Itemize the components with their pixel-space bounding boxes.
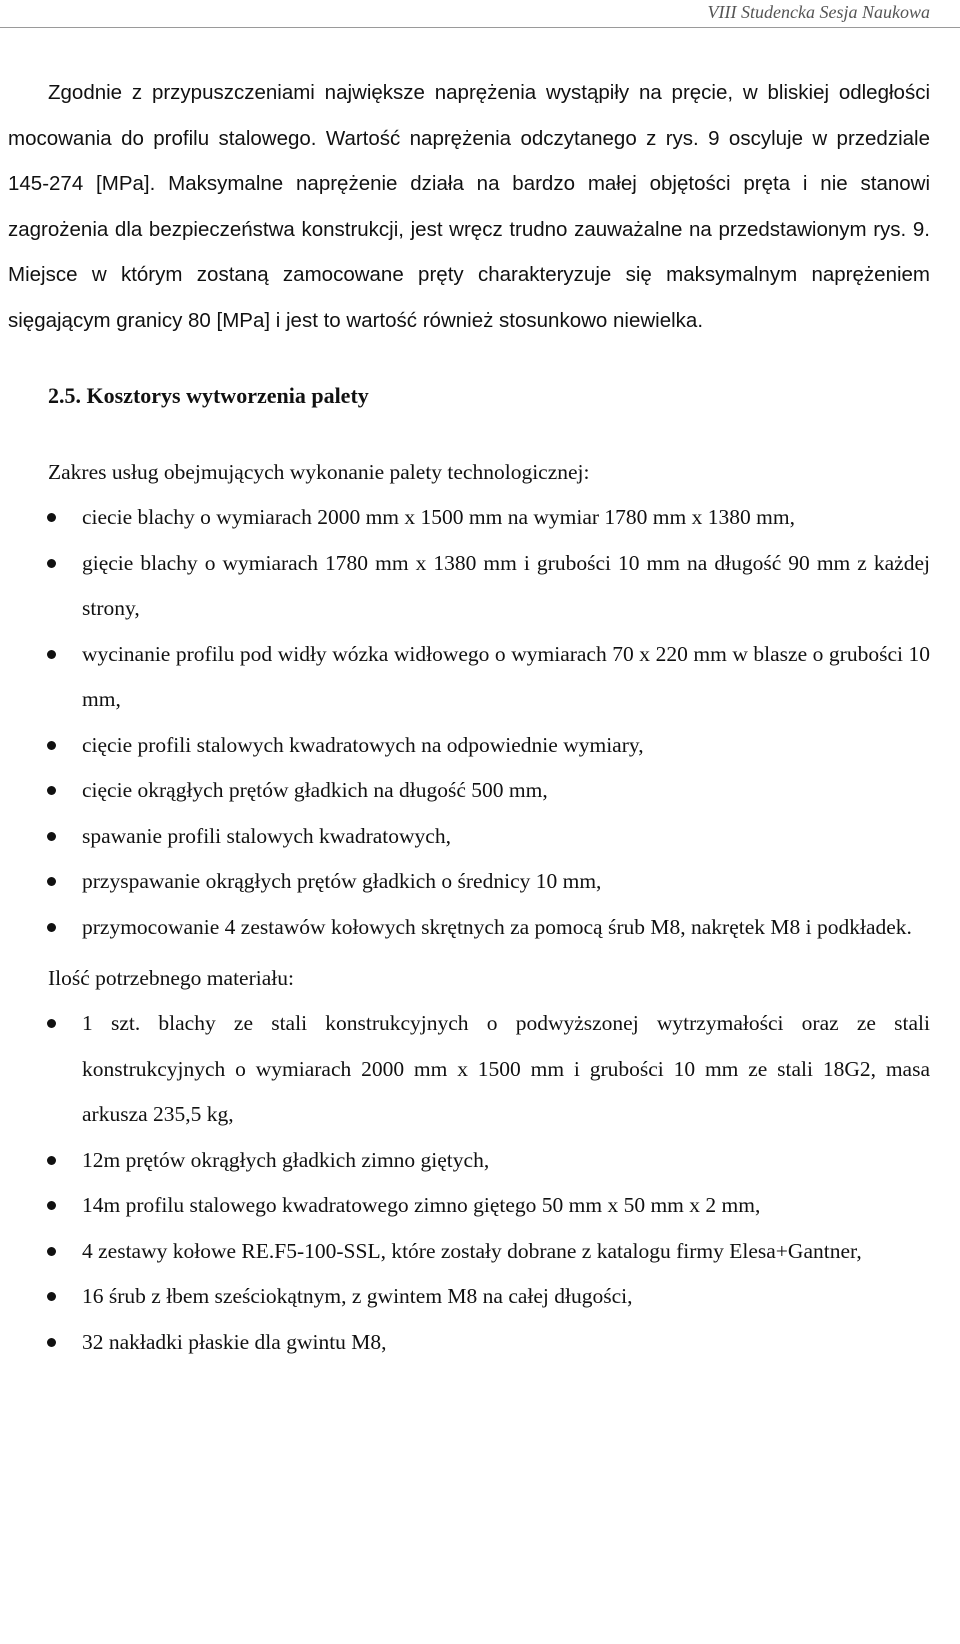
list-item — [82, 723, 930, 769]
bullet-icon — [47, 1292, 56, 1301]
list-item — [82, 1229, 930, 1275]
list-item — [82, 768, 930, 814]
bullet-icon — [47, 832, 56, 841]
intro-paragraph: Zgodnie z przypuszczeniami największe naprężenia wystąpiły na pręcie, w bliskiej odległości mocowania do profilu stalowego. Wartość naprężenia odczytanego z rys. 9 oscyluje w przedziale 145-274 [MPa]. Maksymalne naprężenie działa na bardzo małej objętości pręta i nie stanowi zagrożenia dla bezpieczeństwa konstrukcji, jest wręcz trudno zauważalne na przedstawionym rys. 9. Miejsce w którym zostaną zamocowane pręty charakteryzuje się maksymalnym naprężeniem sięgającym granicy 80 [MPa] i jest to wartość również stosunkowo niewielka. — [8, 81, 930, 332]
list-item-text: przyspawanie okrągłych prętów gładkich o średnicy 10 mm, — [82, 869, 602, 893]
services-list — [8, 495, 930, 950]
list-item-text: cięcie profili stalowych kwadratowych na odpowiednie wymiary, — [82, 732, 644, 757]
bullet-icon — [47, 559, 56, 568]
bullet-icon — [47, 786, 56, 795]
page-body — [8, 70, 930, 1365]
bullet-icon — [47, 877, 56, 886]
bullet-icon — [47, 1247, 56, 1256]
list-item — [82, 859, 930, 905]
bullet-icon — [47, 741, 56, 750]
list-item — [82, 1320, 930, 1366]
bullet-icon — [47, 1019, 56, 1028]
services-lead: Zakres usług obejmujących wykonanie palety technologicznej: — [48, 460, 590, 484]
list-item-text: 1 szt. blachy ze stali konstrukcyjnych o podwyższonej wytrzymałości oraz ze stali konstrukcyjnych o wymiarach 2000 mm x 1500 mm i grubości 10 mm ze stali 18G2, masa arkusza 235,5 kg, — [82, 1011, 930, 1126]
bullet-icon — [47, 650, 56, 659]
list-item-text: spawanie profili stalowych kwadratowych, — [82, 823, 451, 848]
bullet-icon — [47, 1201, 56, 1210]
list-item-text: 14m profilu stalowego kwadratowego zimno giętego 50 mm x 50 mm x 2 mm, — [82, 1193, 761, 1217]
materials-lead: Ilość potrzebnego materiału: — [48, 966, 294, 990]
list-item-text: 16 śrub z łbem sześciokątnym, z gwintem M8 na całej długości, — [82, 1284, 633, 1308]
list-item — [82, 541, 930, 632]
list-item-text: 32 nakładki płaskie dla gwintu M8, — [82, 1329, 387, 1354]
list-item — [82, 495, 930, 541]
bullet-icon — [47, 513, 56, 522]
list-item — [82, 1183, 930, 1229]
list-item-text: cięcie okrągłych prętów gładkich na długość 500 mm, — [82, 778, 548, 802]
list-item-text: przymocowanie 4 zestawów kołowych skrętnych za pomocą śrub M8, nakrętek M8 i podkładek. — [82, 914, 912, 939]
list-item — [82, 1138, 930, 1184]
header-rule — [0, 27, 960, 28]
list-item-text: 4 zestawy kołowe RE.F5-100-SSL, które zostały dobrane z katalogu firmy Elesa+Gantner, — [82, 1238, 862, 1263]
list-item-text: wycinanie profilu pod widły wózka widłowego o wymiarach 70 x 220 mm w blasze o grubości 10 mm, — [82, 641, 930, 711]
section-heading: 2.5. Kosztorys wytworzenia palety — [48, 383, 369, 408]
bullet-icon — [47, 923, 56, 932]
list-item — [82, 632, 930, 723]
bullet-icon — [47, 1338, 56, 1347]
running-header: VIII Studencka Sesja Naukowa — [707, 2, 930, 22]
list-item-text: gięcie blachy o wymiarach 1780 mm x 1380 mm i grubości 10 mm na długość 90 mm z każdej strony, — [82, 550, 930, 620]
materials-list — [8, 1001, 930, 1365]
list-item-text: 12m prętów okrągłych gładkich zimno giętych, — [82, 1147, 490, 1172]
list-item — [82, 814, 930, 860]
list-item — [82, 905, 930, 951]
list-item — [82, 1001, 930, 1138]
list-item — [82, 1274, 930, 1320]
list-item-text: ciecie blachy o wymiarach 2000 mm x 1500 mm na wymiar 1780 mm x 1380 mm, — [82, 505, 795, 529]
bullet-icon — [47, 1156, 56, 1165]
